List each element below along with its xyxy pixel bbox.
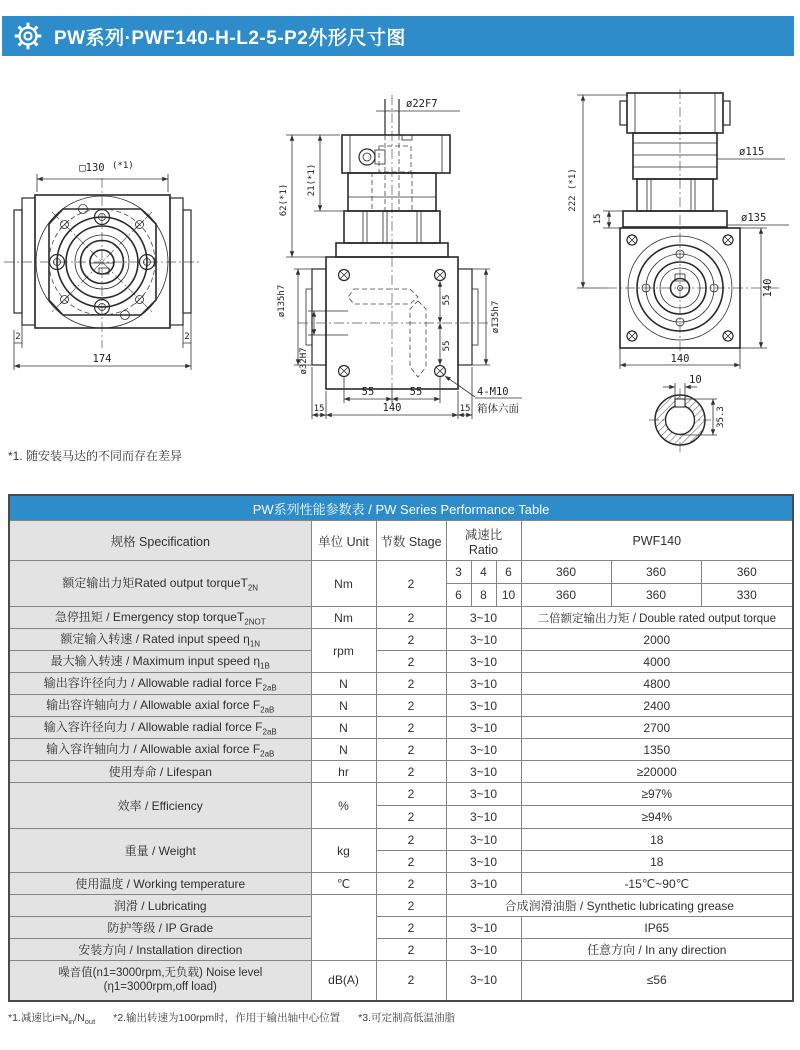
unit-cell: ℃ bbox=[311, 873, 376, 895]
gear-icon bbox=[12, 20, 44, 52]
value-cell: ≥20000 bbox=[521, 761, 793, 783]
dim-square-sup: (*1) bbox=[112, 161, 134, 171]
value-cell: 360 bbox=[611, 561, 701, 584]
dim-15-left: 15 bbox=[313, 404, 325, 414]
spec-cell: 额定输出力矩Rated output torqueT$_{2N}$ bbox=[9, 561, 311, 607]
dim-depth: 35.3 bbox=[716, 406, 726, 428]
dim-bore-label: ø32H7 bbox=[299, 347, 309, 375]
dim-total-width: 174 bbox=[92, 353, 112, 365]
dim-motor-label: ø115 bbox=[739, 146, 765, 158]
motor-view-drawing bbox=[545, 85, 800, 460]
spec-cell: 润滑 / Lubricating bbox=[9, 895, 311, 917]
performance-table bbox=[8, 494, 794, 1002]
dim-55-h1: 55 bbox=[361, 386, 375, 398]
dim-step-right: 2 bbox=[184, 332, 190, 342]
dim-step-left: 2 bbox=[15, 332, 21, 342]
value-cell: 18 bbox=[521, 829, 793, 851]
stage-cell: 2 bbox=[376, 917, 446, 939]
value-cell: IP65 bbox=[521, 917, 793, 939]
value-cell: 二倍额定输出力矩 / Double rated output torque bbox=[521, 607, 793, 629]
ratio-cell: 3~10 bbox=[446, 829, 521, 851]
spec-cell: 安装方向 / Installation direction bbox=[9, 939, 311, 961]
ratio-cell: 3~10 bbox=[446, 695, 521, 717]
unit-cell: dB(A) bbox=[311, 961, 376, 1001]
dim-140-bottom: 140 bbox=[670, 353, 690, 365]
dim-140: 140 bbox=[382, 402, 402, 414]
unit-cell: hr bbox=[311, 761, 376, 783]
stage-cell: 2 bbox=[376, 806, 446, 829]
unit-cell: N bbox=[311, 717, 376, 739]
ratio-cell: 3~10 bbox=[446, 939, 521, 961]
spec-cell: 输入容许径向力 / Allowable radial force $F_{2aB}$ bbox=[9, 717, 311, 739]
stage-cell: 2 bbox=[376, 561, 446, 607]
footnotes: *1.减速比$i=N_{in}/N_{out}$ *2.输出转速为100rpm时，作用于输出轴中心位置 *3.可定制高低温油脂 bbox=[8, 1012, 455, 1027]
col-ratio: 减速比 Ratio bbox=[446, 521, 521, 561]
value-cell: 330 bbox=[701, 584, 793, 607]
dim-62-label: 62(*1) bbox=[279, 183, 289, 217]
value-cell: 360 bbox=[521, 584, 611, 607]
value-cell: 1350 bbox=[521, 739, 793, 761]
dim-140-right: 140 bbox=[762, 278, 774, 298]
dim-222-label: 222 (*1) bbox=[568, 168, 578, 212]
stage-cell: 2 bbox=[376, 629, 446, 651]
stage-cell: 2 bbox=[376, 873, 446, 895]
ratio-cell: 3 bbox=[446, 561, 471, 584]
stage-cell: 2 bbox=[376, 895, 446, 917]
ratio-cell: 3~10 bbox=[446, 961, 521, 1001]
stage-cell: 2 bbox=[376, 695, 446, 717]
spec-cell: 使用寿命 / Lifespan bbox=[9, 761, 311, 783]
col-spec: 规格 Specification bbox=[9, 521, 311, 561]
dim-55-v2: 55 bbox=[442, 340, 452, 352]
value-cell: -15℃~90℃ bbox=[521, 873, 793, 895]
stage-cell: 2 bbox=[376, 783, 446, 806]
spec-cell: 重量 / Weight bbox=[9, 829, 311, 873]
front-view-drawing bbox=[0, 82, 240, 392]
ratio-cell: 10 bbox=[496, 584, 521, 607]
drawing-note: *1. 随安装马达的不同而存在差异 bbox=[8, 449, 183, 463]
dim-15-label: 15 bbox=[593, 213, 603, 225]
stage-cell: 2 bbox=[376, 851, 446, 873]
spec-cell: 防护等级 / IP Grade bbox=[9, 917, 311, 939]
spec-cell: 输出容许径向力 / Allowable radial force $F_{2aB}$ bbox=[9, 673, 311, 695]
dim-55-v1: 55 bbox=[442, 294, 452, 306]
unit-cell: N bbox=[311, 739, 376, 761]
stage-cell: 2 bbox=[376, 761, 446, 783]
stage-cell: 2 bbox=[376, 717, 446, 739]
unit-cell: N bbox=[311, 673, 376, 695]
unit-cell-empty bbox=[311, 895, 376, 961]
col-unit: 单位 Unit bbox=[311, 521, 376, 561]
spec-cell: 最大输入转速 / Maximum input speed $\eta_{1B}$ bbox=[9, 651, 311, 673]
ratio-cell: 3~10 bbox=[446, 629, 521, 651]
ratio-cell: 3~10 bbox=[446, 783, 521, 806]
spec-cell: 额定输入转速 / Rated input speed $\eta_{1N}$ bbox=[9, 629, 311, 651]
spec-cell: 输出容许轴向力 / Allowable axial force $F_{2aB}$ bbox=[9, 695, 311, 717]
unit-cell: kg bbox=[311, 829, 376, 873]
stage-cell: 2 bbox=[376, 673, 446, 695]
ratio-cell: 6 bbox=[446, 584, 471, 607]
dim-flange-label: ø135 bbox=[741, 212, 767, 224]
page-title: PW系列·PWF140-H-L2-5-P2外形尺寸图 bbox=[54, 27, 406, 49]
unit-cell: Nm bbox=[311, 607, 376, 629]
side-view-drawing bbox=[268, 85, 548, 430]
unit-cell: rpm bbox=[311, 629, 376, 673]
unit-cell: Nm bbox=[311, 561, 376, 607]
ratio-cell: 3~10 bbox=[446, 651, 521, 673]
ratio-cell: 3~10 bbox=[446, 851, 521, 873]
ratio-cell: 6 bbox=[496, 561, 521, 584]
spec-cell: 使用温度 / Working temperature bbox=[9, 873, 311, 895]
stage-cell: 2 bbox=[376, 829, 446, 851]
ratio-cell: 3~10 bbox=[446, 873, 521, 895]
dim-21-label: 21(*1) bbox=[307, 163, 317, 197]
spec-cell: 输入容许轴向力 / Allowable axial force $F_{2aB}$ bbox=[9, 739, 311, 761]
spec-cell: 噪音值(n1=3000rpm,无负载) Noise level (η1=3000rpm,off load) bbox=[9, 961, 311, 1001]
value-cell: ≥94% bbox=[521, 806, 793, 829]
ratio-cell: 3~10 bbox=[446, 806, 521, 829]
stage-cell: 2 bbox=[376, 961, 446, 1001]
bolt-note-line1: 4-M10 bbox=[477, 386, 509, 398]
value-cell: 360 bbox=[521, 561, 611, 584]
value-cell: ≤56 bbox=[521, 961, 793, 1001]
dim-key-width: 10 bbox=[689, 374, 702, 386]
dim-square-label: □130 bbox=[79, 162, 105, 174]
value-cell: 2400 bbox=[521, 695, 793, 717]
stage-cell: 2 bbox=[376, 939, 446, 961]
unit-cell: % bbox=[311, 783, 376, 829]
dim-55-h2: 55 bbox=[409, 386, 423, 398]
stage-cell: 2 bbox=[376, 739, 446, 761]
value-cell: 4800 bbox=[521, 673, 793, 695]
stage-cell: 2 bbox=[376, 607, 446, 629]
ratio-cell: 3~10 bbox=[446, 717, 521, 739]
dim-shaft-label: ø22F7 bbox=[406, 98, 438, 110]
dim-boss-left-label: ø135h7 bbox=[277, 284, 287, 318]
value-cell: 360 bbox=[701, 561, 793, 584]
ratio-cell: 3~10 bbox=[446, 761, 521, 783]
spec-cell: 效率 / Efficiency bbox=[9, 783, 311, 829]
value-cell: 2700 bbox=[521, 717, 793, 739]
col-model: PWF140 bbox=[521, 521, 793, 561]
ratio-cell: 3~10 bbox=[446, 917, 521, 939]
dim-15-right: 15 bbox=[459, 404, 471, 414]
value-cell: 18 bbox=[521, 851, 793, 873]
value-cell: 4000 bbox=[521, 651, 793, 673]
value-cell: 360 bbox=[611, 584, 701, 607]
ratio-cell: 3~10 bbox=[446, 673, 521, 695]
ratio-cell: 8 bbox=[471, 584, 496, 607]
ratio-cell: 4 bbox=[471, 561, 496, 584]
stage-cell: 2 bbox=[376, 651, 446, 673]
title-bar bbox=[2, 16, 794, 56]
ratio-cell: 3~10 bbox=[446, 607, 521, 629]
bolt-note-line2: 箱体六面 bbox=[477, 403, 519, 415]
ratio-cell: 3~10 bbox=[446, 739, 521, 761]
table-title: PW系列性能参数表 / PW Series Performance Table bbox=[9, 495, 793, 521]
col-stage: 节数 Stage bbox=[376, 521, 446, 561]
value-cell: 合成润滑油脂 / Synthetic lubricating grease bbox=[446, 895, 793, 917]
value-cell: 2000 bbox=[521, 629, 793, 651]
value-cell: ≥97% bbox=[521, 783, 793, 806]
unit-cell: N bbox=[311, 695, 376, 717]
spec-cell: 急停扭矩 / Emergency stop torqueT$_{2NOT}$ bbox=[9, 607, 311, 629]
value-cell: 任意方向 / In any direction bbox=[521, 939, 793, 961]
dim-boss-right-label: ø135h7 bbox=[491, 300, 501, 334]
